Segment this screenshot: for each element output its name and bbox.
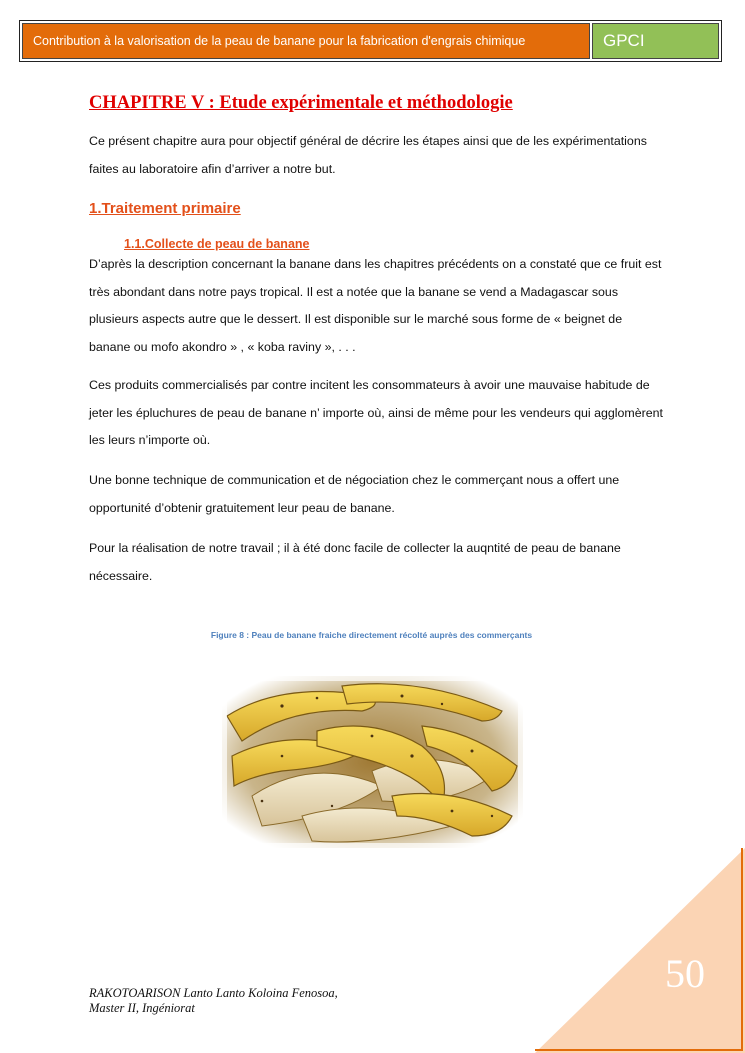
paragraph-1: D’après la description concernant la banane dans les chapitres précédents on a constaté que ce fruit est très abondant dans notre pays tropical. Il est a notée que la banane se vend a Madagascar sous plusieurs aspects autre que le dessert. Il est disponible sur le marché sous forme de « beignet de banane ou mofo akondro » , « koba raviny », . . . — [89, 257, 662, 354]
banana-peels-photo — [222, 676, 523, 848]
footer-degree: Master II, Ingéniorat — [89, 1001, 195, 1015]
header-title: Contribution à la valorisation de la peau de banane pour la fabrication d'engrais chimique — [22, 23, 590, 59]
intro-paragraph: Ce présent chapitre aura pour objectif général de décrire les étapes ainsi que de les expérimentations faites au laboratoire afin d’arriver a notre but. — [89, 134, 647, 176]
paragraph-2: Ces produits commercialisés par contre incitent les consommateurs à avoir une mauvaise habitude de jeter les épluchures de peau de banane n’ importe où, ainsi de même pour les vendeurs qui agglomèrent les leurs n’importe où. — [89, 378, 663, 447]
paragraph-3: Une bonne technique de communication et de négociation chez le commerçant nous a offert une opportunité d’obtenir gratuitement leur peau de banane. — [89, 473, 620, 515]
header-tag: GPCI — [592, 23, 719, 59]
subsection-heading: 1.1.Collecte de peau de banane — [124, 237, 310, 251]
footer-author-block — [89, 986, 338, 1016]
section-heading: 1.Traitement primaire — [89, 200, 241, 217]
paragraph-4: Pour la réalisation de notre travail ; il à été donc facile de collecter la auqntité de peau de banane nécessaire. — [89, 541, 621, 583]
page-header — [19, 20, 722, 62]
chapter-title: CHAPITRE V : Etude expérimentale et méthodologie — [89, 93, 513, 113]
figure-caption: Figure 8 : Peau de banane fraiche directement récolté auprès des commerçants — [210, 630, 533, 640]
footer-author: RAKOTOARISON Lanto Lanto Koloina Fenosoa, — [89, 986, 338, 1000]
page-number: 50 — [665, 951, 705, 996]
